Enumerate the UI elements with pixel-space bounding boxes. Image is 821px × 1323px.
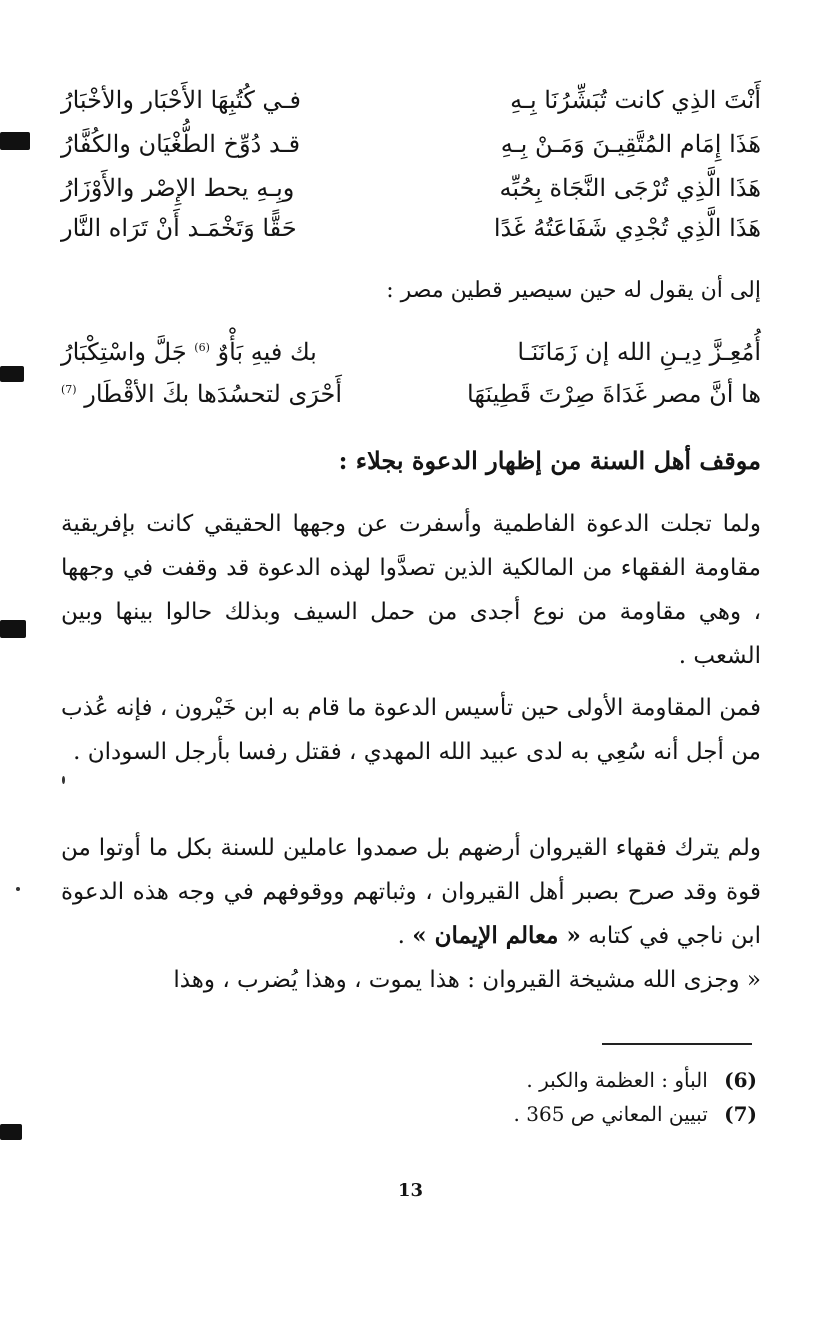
verse-line — [61, 78, 761, 122]
scan-speck — [62, 776, 65, 784]
scan-edge-mark — [0, 132, 30, 150]
scan-edge-mark — [0, 620, 26, 638]
verse-first-hemistich: ها أنَّ مصر غَدَاةَ صِرْتَ قَطِينَهَا — [467, 380, 761, 408]
paragraph — [61, 826, 761, 958]
intro-line: إلى أن يقول له حين سيصير قطين مصر : — [386, 278, 761, 303]
footnote-text: تبيين المعاني ص 365 . — [513, 1102, 708, 1126]
verse-second-hemistich: قـد دُوِّخ الطُّغْيَان والكُفَّارُ — [61, 130, 301, 158]
footnote-text: البأو : العظمة والكبر . — [526, 1068, 708, 1092]
verse-line — [61, 372, 761, 416]
scan-edge-mark — [0, 366, 24, 382]
verse-first-hemistich: هَذَا الَّذِي تُرْجَى النَّجَاة بِحُبِّه — [499, 174, 761, 202]
footnote-ref: (7) — [61, 383, 77, 396]
verse-segment: بك فيهِ بَأْوٌ — [217, 338, 317, 366]
footnote-divider — [602, 1043, 752, 1045]
book-title: « معالم الإيمان » — [412, 922, 581, 949]
section-heading: موقف أهل السنة من إظهار الدعوة بجلاء : — [338, 446, 761, 475]
scan-speck — [16, 887, 20, 891]
page-number: 13 — [397, 1180, 424, 1201]
footnote — [57, 1068, 757, 1092]
verse-first-hemistich: هَذَا إِمَام المُتَّقِيـنَ وَمَـنْ بِـهِ — [500, 130, 761, 158]
verse-segment: جَلَّ واسْتِكْبَارُ — [61, 338, 187, 366]
verse-first-hemistich: أَنْتَ الذِي كانت تُبَشِّرُنَا بِـهِ — [510, 86, 761, 114]
footnote — [57, 1102, 757, 1126]
verse-line — [61, 330, 761, 374]
verse-second-hemistich: وبِـهِ يحط الإِصْر والأَوْزَارُ — [61, 174, 295, 202]
verse-second-hemistich: حَقًّا وَتَخْمَـد أَنْ تَرَاه النَّار — [61, 214, 297, 242]
verse-second-hemistich — [61, 380, 406, 408]
verse-line — [61, 166, 761, 210]
footnote-number: (6) — [724, 1068, 757, 1092]
paragraph: فمن المقاومة الأولى حين تأسيس الدعوة ما قام به ابن خَيْرون ، فإنه عُذب من أجل أنه سُعِي به لدى عبيد الله المهدي ، فقتل رفسا بأرجل السودان . — [61, 695, 761, 765]
verse-first-hemistich: هَذَا الَّذِي تُجْدِي شَفَاعَتُهُ غَدًا — [493, 214, 761, 242]
verse-line — [61, 122, 761, 166]
footnote-ref: (6) — [194, 341, 210, 354]
verse-segment: أَحْرَى لتحسُدَها بكَ الأقْطَار — [84, 380, 342, 408]
verse-second-hemistich: فـي كُتُبِهَا الأَحْبَار والأخْبَارُ — [61, 86, 301, 114]
paragraph-text: . — [397, 923, 405, 949]
paragraph: « وجزى الله مشيخة القيروان : هذا يموت ، وهذا يُضرب ، وهذا — [173, 967, 761, 993]
paragraph-text: ولم يترك فقهاء القيروان أرضهم بل صمدوا عاملين للسنة بكل ما أوتوا من قوة وقد صرح بصبر أهل القيروان ، وثباتهم ووقوفهم في وجه هذه الدعوة ابن ناجي في كتابه — [61, 835, 761, 949]
verse-first-hemistich: أُمُعِـزَّ دِيـنِ الله إن زَمَانَنَـا — [517, 338, 761, 366]
footnote-number: (7) — [724, 1102, 757, 1126]
verse-second-hemistich — [61, 338, 406, 366]
verse-line — [61, 206, 761, 250]
scan-edge-mark — [0, 1124, 22, 1140]
paragraph: ولما تجلت الدعوة الفاطمية وأسفرت عن وجهها الحقيقي كانت بإفريقية مقاومة الفقهاء من المالكية الذين تصدَّوا لهذه الدعوة قد وقفت في وجهها ، وهي مقاومة من نوع أجدى من حمل السيف وبذلك حالوا بينها وبين الشعب . — [61, 511, 761, 669]
